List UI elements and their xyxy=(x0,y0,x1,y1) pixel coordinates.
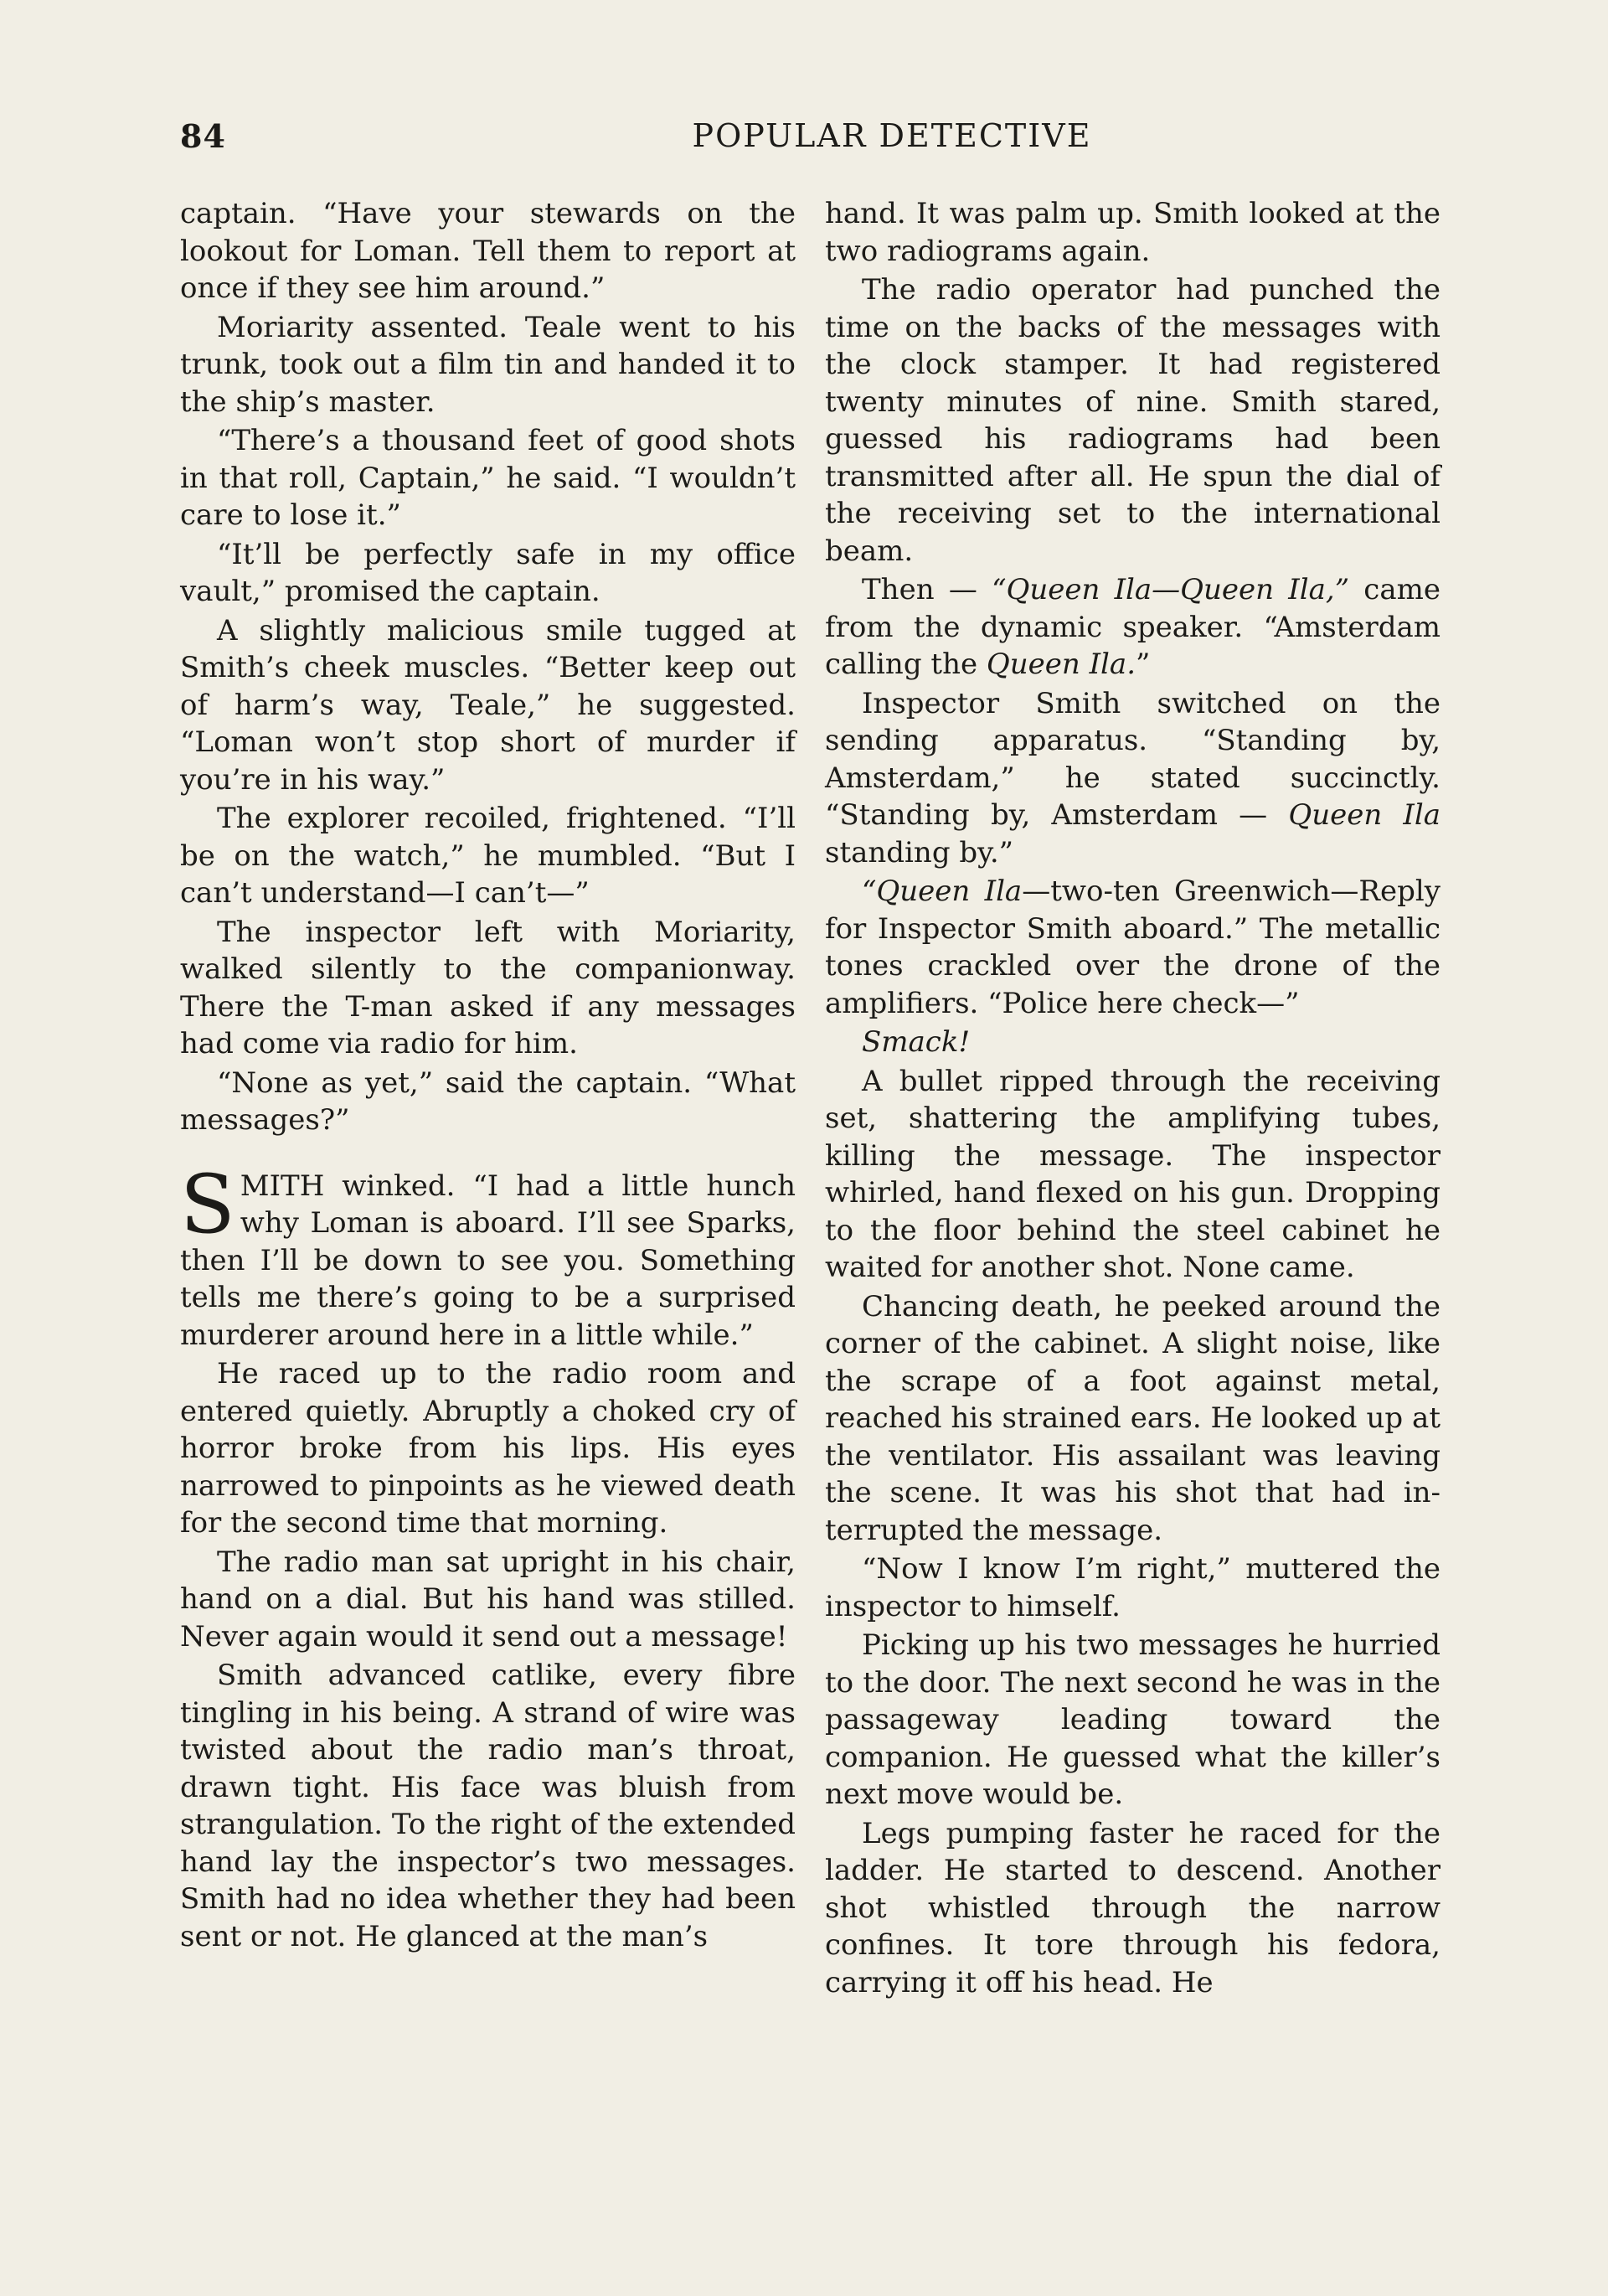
text-run: Then — xyxy=(862,573,992,606)
italic-text: “Queen Ila xyxy=(862,875,1023,908)
page-header xyxy=(180,117,1428,168)
paragraph: “None as yet,” said the captain. “What messages?” xyxy=(180,1065,796,1137)
paragraph: He raced up to the radio room and entered quietly. Abruptly a choked cry of horror broke from his lips. His eyes narrowed to pinpoints as he viewed death for the second time that morning. xyxy=(180,1357,796,1540)
right-column xyxy=(825,195,1440,2003)
paragraph: Legs pumping faster he raced for the ladder. He started to descend. Another shot whistled through the narrow confines. It tore through his fedora, carrying it off his head. He xyxy=(825,1816,1440,1999)
paragraph: hand. It was palm up. Smith looked at the two radiograms again. xyxy=(825,197,1440,268)
paragraph: The inspector left with Moriarity, walked silently to the companionway. There the T-man asked if any messages had come via radio for him. xyxy=(180,915,796,1060)
dropcap-paragraph xyxy=(180,1157,796,1354)
paragraph-text: MITH winked. “I had a little hunch why Loman is aboard. I’ll see Sparks, then I’ll be down to see you. Something tells me there’s going to be a surprised murderer around here in a little while.” xyxy=(180,1169,796,1352)
text-run: Inspector Smith switched on the sending apparatus. “Standing by, Amsterdam,” he stated succinctly. “Standing by, Amsterdam — xyxy=(825,686,1440,832)
paragraph xyxy=(825,873,1440,1022)
paragraph: The radio man sat upright in his chair, hand on a dial. But his hand was stilled. Never again would it send out a message! xyxy=(180,1545,796,1654)
paragraph xyxy=(825,571,1440,684)
italic-text: Queen Ila. xyxy=(986,648,1136,681)
page-number: 84 xyxy=(180,117,226,155)
paragraph: “It’ll be perfectly safe in my office vault,” promised the captain. xyxy=(180,537,796,608)
paragraph: “Now I know I’m right,” muttered the inspector to himself. xyxy=(825,1552,1440,1623)
left-column xyxy=(180,195,796,1957)
paragraph: Smack! xyxy=(862,1025,971,1059)
paragraph: The explorer recoiled, frightened. “I’ll be on the watch,” he mumbled. “But I can’t understand—I can’t—” xyxy=(180,802,796,910)
paragraph: Smith advanced catlike, every fibre tingling in his being. A strand of wire was twisted about the radio man’s throat, drawn tight. His face was bluish from strangulation. To the right of the extended hand lay the inspector’s two messages. Smith had no idea whether they had been sent or not. He glanced at the man’s xyxy=(180,1659,796,1953)
italic-text: Queen Ila xyxy=(1288,798,1441,832)
paragraph: Moriarity assented. Teale went to his trunk, took out a film tin and handed it to the ship’s master. xyxy=(180,310,796,419)
paragraph: Picking up his two messages he hurried to the door. The next second he was in the passageway leading toward the companion. He guessed what the killer’s next move would be. xyxy=(825,1628,1440,1811)
running-title: POPULAR DETECTIVE xyxy=(692,117,1092,154)
italic-text: “Queen Ila—Queen Ila,” xyxy=(992,573,1350,606)
paragraph: A bullet ripped through the receiving set, shattering the amplifying tubes, killing the message. The inspector whirled, hand flexed on his gun. Dropping to the floor behind the steel cabinet he waited for another shot. None came. xyxy=(825,1064,1440,1284)
text-run: ” xyxy=(1136,648,1151,681)
paragraph: “There’s a thousand feet of good shots in that roll, Captain,” he said. “I wouldn’t care to lose it.” xyxy=(180,424,796,532)
text-run: —two-ten Greenwich—Reply for Inspector Smith aboard.” The metallic tones crackled over the drone of the amplifiers. “Police here check—” xyxy=(825,875,1440,1020)
paragraph: The radio operator had punched the time on the backs of the messages with the clock stamper. It had registered twenty minutes of nine. Smith stared, guessed his radiograms had been transmitted after all. He spun the dial of the receiving set to the international beam. xyxy=(825,273,1440,568)
drop-cap: S xyxy=(180,1157,235,1251)
paragraph: A slightly malicious smile tugged at Smith’s cheek muscles. “Better keep out of harm’s way, Teale,” he suggested. “Loman won’t stop short of murder if you’re in his way.” xyxy=(180,613,796,797)
paragraph xyxy=(825,685,1440,872)
paragraph: captain. “Have your stewards on the lookout for Loman. Tell them to report at once if they see him around.” xyxy=(180,197,796,305)
text-run: standing by.” xyxy=(825,835,1014,869)
paragraph: Chancing death, he peeked around the corner of the cabinet. A slight noise, like the scrape of a foot against metal, reached his strained ears. He looked up at the ventilator. His assailant was leaving the scene. It was his shot that had interrupted the message. xyxy=(825,1289,1440,1547)
text-run: came from the dynamic speaker. “Amsterdam calling the xyxy=(825,573,1440,681)
